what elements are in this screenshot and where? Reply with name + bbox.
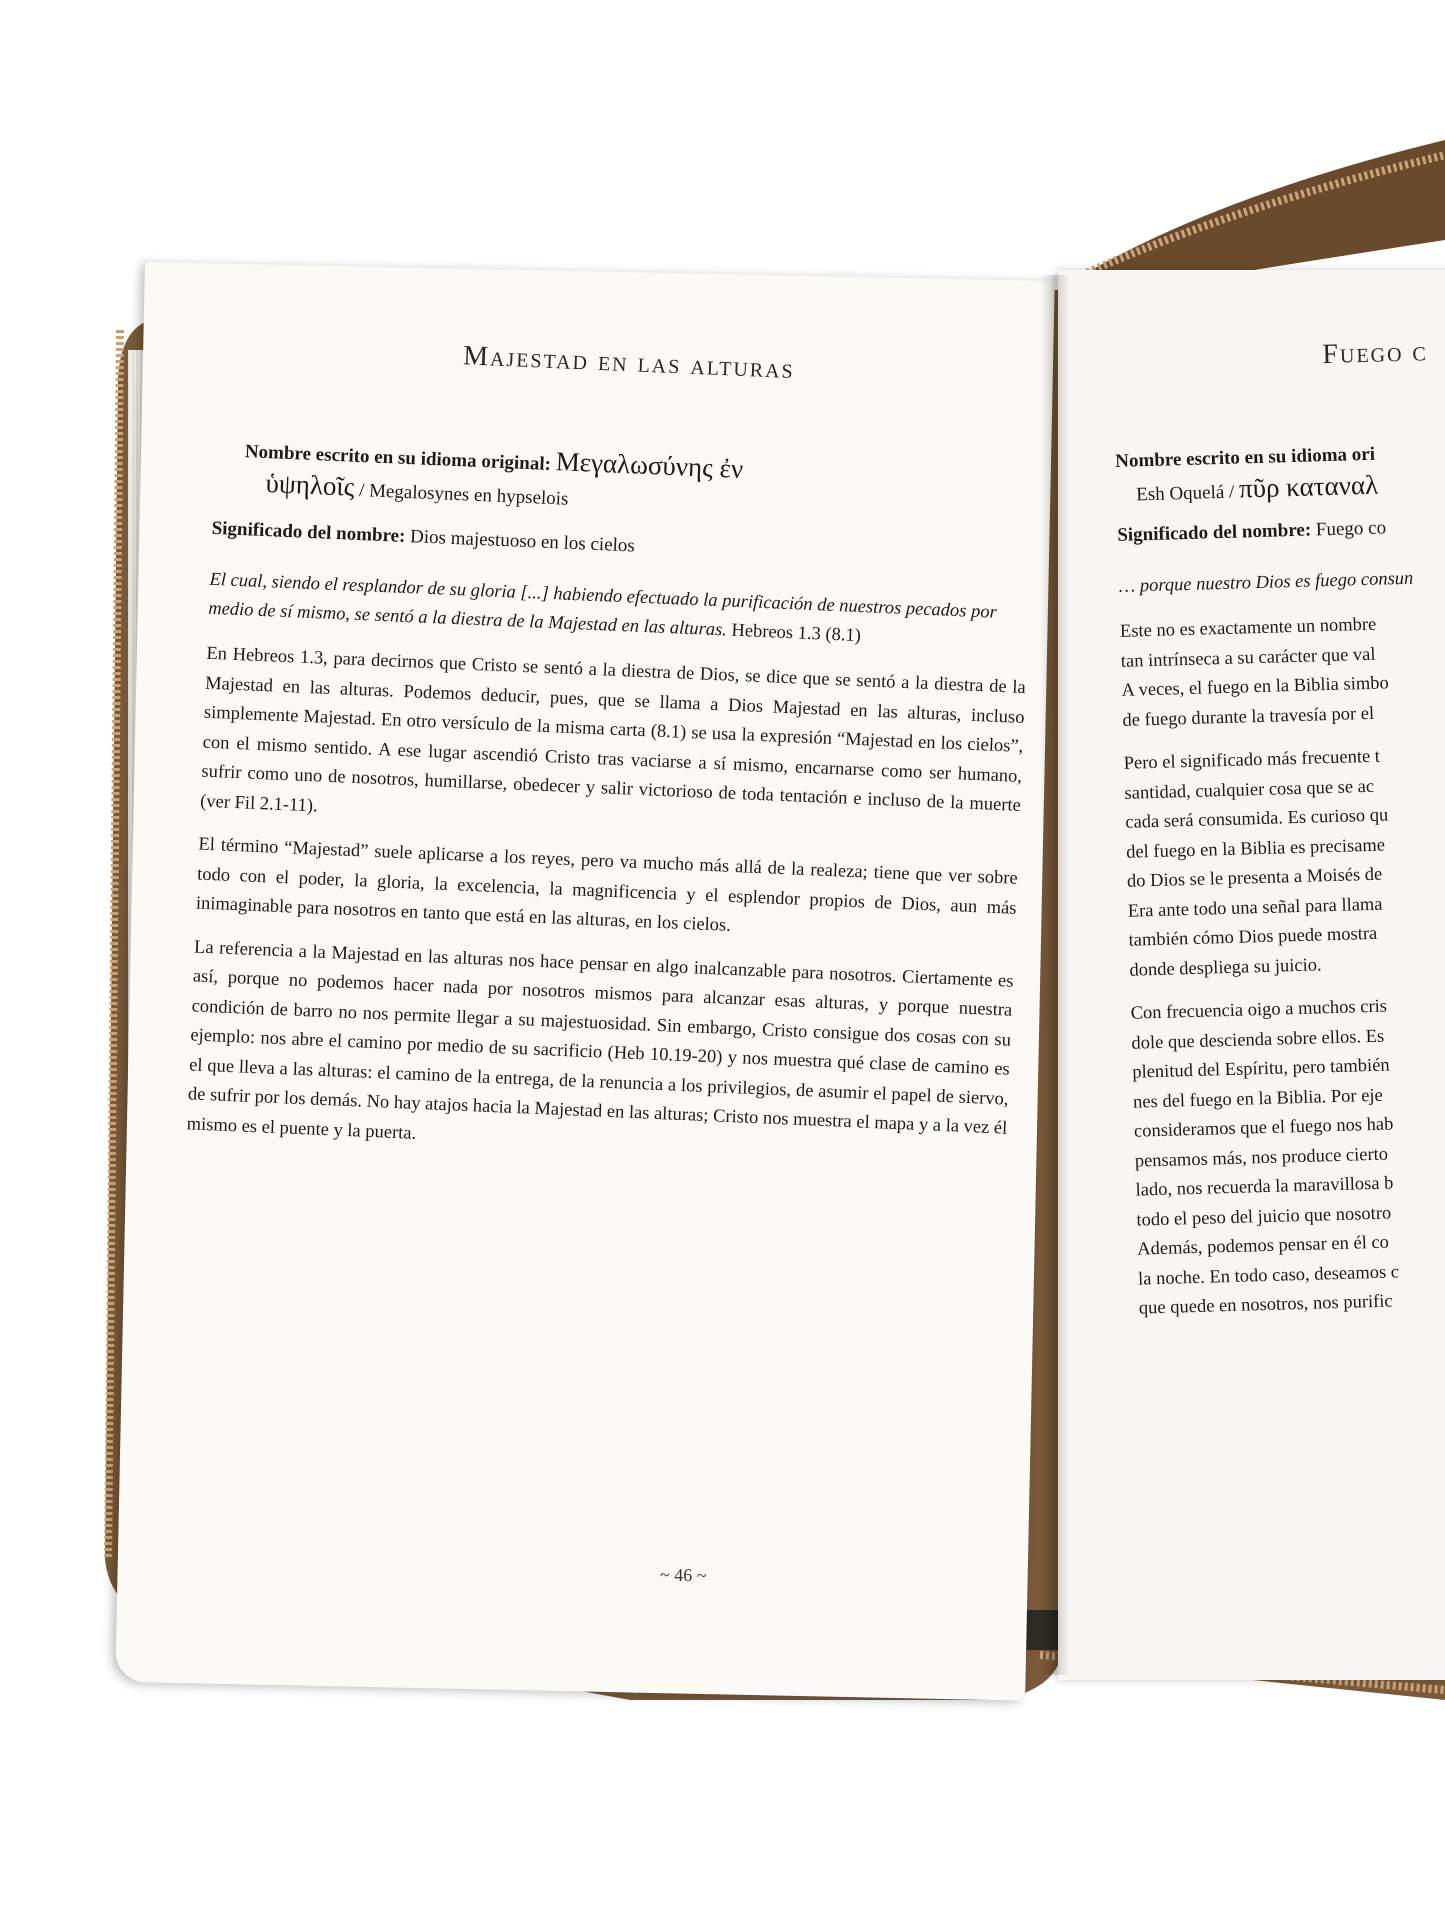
right-line: consideramos que el fuego nos hab: [1133, 1114, 1394, 1142]
right-name-label: Nombre escrito en su idioma ori: [1114, 443, 1376, 472]
right-line: santidad, cualquier cosa que se ac: [1124, 776, 1375, 804]
right-running-head: Fuego c: [1321, 336, 1429, 371]
right-line: Además, podemos pensar en él co: [1136, 1232, 1390, 1260]
right-line: Este no es exactamente un nombre: [1119, 614, 1377, 642]
right-line: del fuego en la Biblia es precisame: [1125, 835, 1386, 863]
right-line: que quede en nosotros, nos purific: [1138, 1291, 1393, 1319]
right-line: Con frecuencia oigo a muchos cris: [1130, 996, 1388, 1024]
right-meaning: [1117, 509, 1445, 551]
right-paragraph-2: [1123, 738, 1445, 986]
right-line: tan intrínseca a su carácter que val: [1120, 644, 1376, 672]
right-line: Era ante todo una señal para llama: [1127, 894, 1383, 922]
paragraph-3: La referencia a la Majestad en las alturas nos hace pensar en algo inalcanzable para nosotros. Ciertamente es así, porque no podemos hacer nada por nosotros mismos para alcanzar esas alturas, y porque nuestra condición de barro no nos permite llegar a su majestuosidad. Sin embargo, Cristo consigue dos cosas con su ejemplo: nos abre el camino por medio de su sacrificio (Heb 10.19-20) y nos muestra qué clase de camino es el que lleva a las alturas: el camino de la entrega, de la renuncia a los privilegios, de asumir el papel de siervo, de sufrir por los demás. No hay atajos hacia la Majestad en las alturas; Cristo nos muestra el mapa y a la vez él mismo es el puente y la puerta.: [186, 936, 1014, 1144]
running-head: Majestad en las alturas: [462, 340, 796, 386]
paragraph-1: En Hebreos 1.3, para decirnos que Cristo se sentó a la diestra de Dios, se dice que se sentó a la diestra de la Majestad en las alturas. Podemos deducir, pues, que se llama a Dios Majestad en las alturas, incluso simplemente Majestad. En otro versículo de la misma carta (8.1) se usa la expresión “Majestad en los cielos”, con el mismo sentido. A ese lugar ascendió Cristo tras vaciarse a sí mismo, encarnarse como ser humano, sufrir como uno de nosotros, humillarse, obedecer y salir victorioso de toda tentación e incluso de la muerte (ver Fil 2.1-11).: [199, 643, 1027, 816]
right-paragraphs: [1120, 606, 1445, 1324]
right-line: plenitud del Espíritu, pero también: [1132, 1055, 1390, 1083]
right-line: Pero el significado más frecuente t: [1123, 746, 1381, 774]
right-original-name: [1115, 435, 1445, 511]
page-number: ~ 46 ~: [659, 1564, 707, 1586]
epigraph-text: El cual, siendo el resplandor de su gloria [...] habiendo efectuado la purificación de nuestros pecados por medio de sí mismo, se sentó a la diestra de la Majestad en las alturas.: [207, 569, 998, 641]
paragraph-2: El término “Majestad” suele aplicarse a los reyes, pero va mucho más allá de la realeza; tiene que ver sobre todo con el poder, la gloria, la excelencia, la magnificencia y el esplendor propios de Dios, aun más inimaginable para nosotros en tanto que está en las alturas, en los cielos.: [195, 834, 1019, 936]
right-meaning-value: Fuego co: [1315, 517, 1387, 541]
right-line: la noche. En todo caso, deseamos c: [1137, 1261, 1400, 1290]
right-line: A veces, el fuego en la Biblia simbo: [1121, 673, 1390, 701]
right-line: de fuego durante la travesía por el: [1122, 703, 1375, 731]
meaning-label: Significado del nombre:: [211, 517, 406, 547]
epigraph-ref: Hebreos 1.3 (8.1): [731, 620, 862, 647]
right-line: nes del fuego en la Biblia. Por eje: [1132, 1085, 1384, 1113]
right-name-translit: Esh Oquelá /: [1135, 481, 1235, 506]
right-line: lado, nos recuerda la maravillosa b: [1135, 1173, 1394, 1201]
left-page-text: [185, 330, 1039, 1188]
gutter-shadow: [1040, 275, 1070, 1675]
right-line: todo el peso del juicio que nosotro: [1136, 1203, 1392, 1231]
meaning-value: Dios majestuoso en los cielos: [409, 526, 636, 557]
right-line: dole que descienda sobre ellos. Es: [1131, 1026, 1385, 1054]
right-meaning-label: Significado del nombre:: [1117, 519, 1312, 546]
right-name-greek: πῦρ καταναλ: [1238, 469, 1379, 504]
right-paragraph-3: [1130, 988, 1445, 1324]
right-paragraph-1: [1120, 606, 1445, 736]
right-epigraph: … porque nuestro Dios es fuego consun: [1118, 568, 1414, 597]
name-greek-2: ὑψηλοῖς: [265, 468, 356, 502]
right-line: do Dios se le presenta a Moisés de: [1126, 864, 1383, 892]
name-translit: / Megalosynes en hypselois: [358, 479, 569, 510]
name-label: Nombre escrito en su idioma original:: [244, 441, 552, 475]
right-line: pensamos más, nos produce cierto: [1134, 1144, 1389, 1172]
right-line: donde despliega su juicio.: [1129, 954, 1322, 981]
right-page-text: [1112, 333, 1445, 1338]
right-line: cada será consumida. Es curioso qu: [1125, 805, 1389, 833]
right-line: también cómo Dios puede mostra: [1128, 923, 1378, 951]
name-greek-1: Μεγαλωσύνης ἐν: [555, 446, 744, 485]
